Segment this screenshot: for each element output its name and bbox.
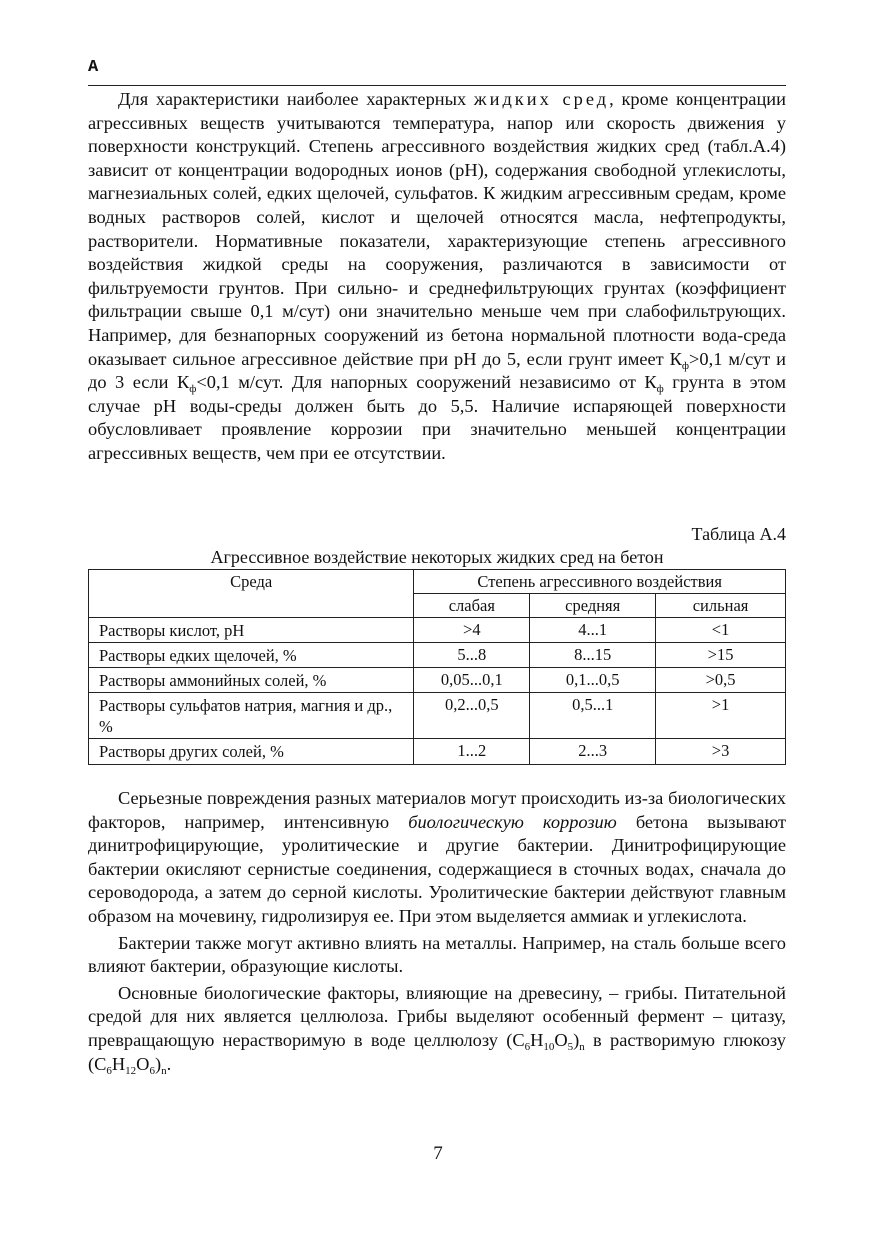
header-strong: сильная <box>656 594 786 618</box>
table-row: Растворы других солей, % 1...2 2...3 >3 <box>89 739 786 765</box>
header-rule <box>88 85 786 86</box>
italic-term: биологическую коррозию <box>408 811 617 832</box>
header-degree: Степень агрессивного воздействия <box>414 570 786 594</box>
table-row: Растворы кислот, pH >4 4...1 <1 <box>89 618 786 643</box>
header-medium-degree: средняя <box>530 594 656 618</box>
body-text-top <box>88 88 786 466</box>
paragraph-wood-fungi: Основные биологические факторы, влияющие на древесину, – грибы. Питательной средой для них является целлюлоза. Грибы выделяют особенный фермент – цитазу, превращающую нерастворимую в воде целлюлозу $(C_6H_{10}O_5)_n$ в растворимую глюкозу $(C_6H_{12}O_6)_n$. <box>88 982 786 1077</box>
header-medium: Среда <box>89 570 414 618</box>
table-row: Растворы едких щелочей, % 5...8 8...15 >15 <box>89 643 786 668</box>
paragraph-bacteria-metals: Бактерии также могут активно влиять на металлы. Например, на сталь больше всего влияют бактерии, образующие кислоты. <box>88 932 786 977</box>
running-header-mark: А <box>88 58 99 77</box>
aggressiveness-table <box>88 569 786 765</box>
table-label: Таблица А.4 <box>691 524 786 544</box>
table-row: Растворы сульфатов натрия, магния и др., % 0,2...0,5 0,5...1 >1 <box>89 693 786 739</box>
table-caption: Агрессивное воздействие некоторых жидких сред на бетон <box>210 547 664 567</box>
table-row: Растворы аммонийных солей, % 0,05...0,1 0,1...0,5 >0,5 <box>89 668 786 693</box>
spaced-emphasis: жидких сред <box>473 89 610 109</box>
header-weak: слабая <box>414 594 530 618</box>
paragraph-biological-corrosion: Серьезные повреждения разных материалов могут происходить из-за биологических факторов, например, интенсивную биологическую коррозию бетона вызывают динитрофицирующие, уролитические и другие бактерии. Динитрофицирующие бактерии окисляют сернистые соединения, содержащиеся в сточных водах, сначала до сероводорода, а затем до серной кислоты. Уролитические бактерии действуют главным образом на мочевину, гидролизируя ее. При этом выделяется аммиак и углекислота. <box>88 788 787 926</box>
paragraph-liquid-media: Для характеристики наиболее характерных жидких сред, кроме концентрации агрессивных веществ учитываются температура, напор или скорость движения у поверхности конструкций. Степень агрессивного воздействия жидких сред (табл.А.4) зависит от концентрации водородных ионов (pH), содержания свободной углекислоты, магнезиальных солей, едких щелочей, сульфатов. К жидким агрессивным средам, кроме водных растворов солей, кислот и щелочей относятся масла, нефтепродукты, растворители. Нормативные показатели, характеризующие степень агрессивного воздействия жидкой среды на сооружения, различаются в зависимости от фильтруемости грунтов. При сильно- и среднефильтрующих грунтах (коэффициент фильтрации свыше 0,1 м/сут) они значительно меньше чем при слабофильтрующих. Например, для безнапорных сооружений из бетона нормальной плотности вода-среда оказывает сильное агрессивное действие при pH до 5, если грунт имеет $К_ф>0,1$ м/сут и до 3 если $К_ф<0,1$ м/сут. Для напорных сооружений независимо от $К_ф$ грунта в этом случае pH воды-среды должен быть до 5,5. Наличие испаряющей поверхности обусловливает проявление коррозии при значительно меньшей концентрации агрессивных веществ, чем при ее отсутствии. <box>88 89 787 463</box>
body-text-bottom <box>88 787 786 1076</box>
page-number: 7 <box>433 1143 443 1164</box>
